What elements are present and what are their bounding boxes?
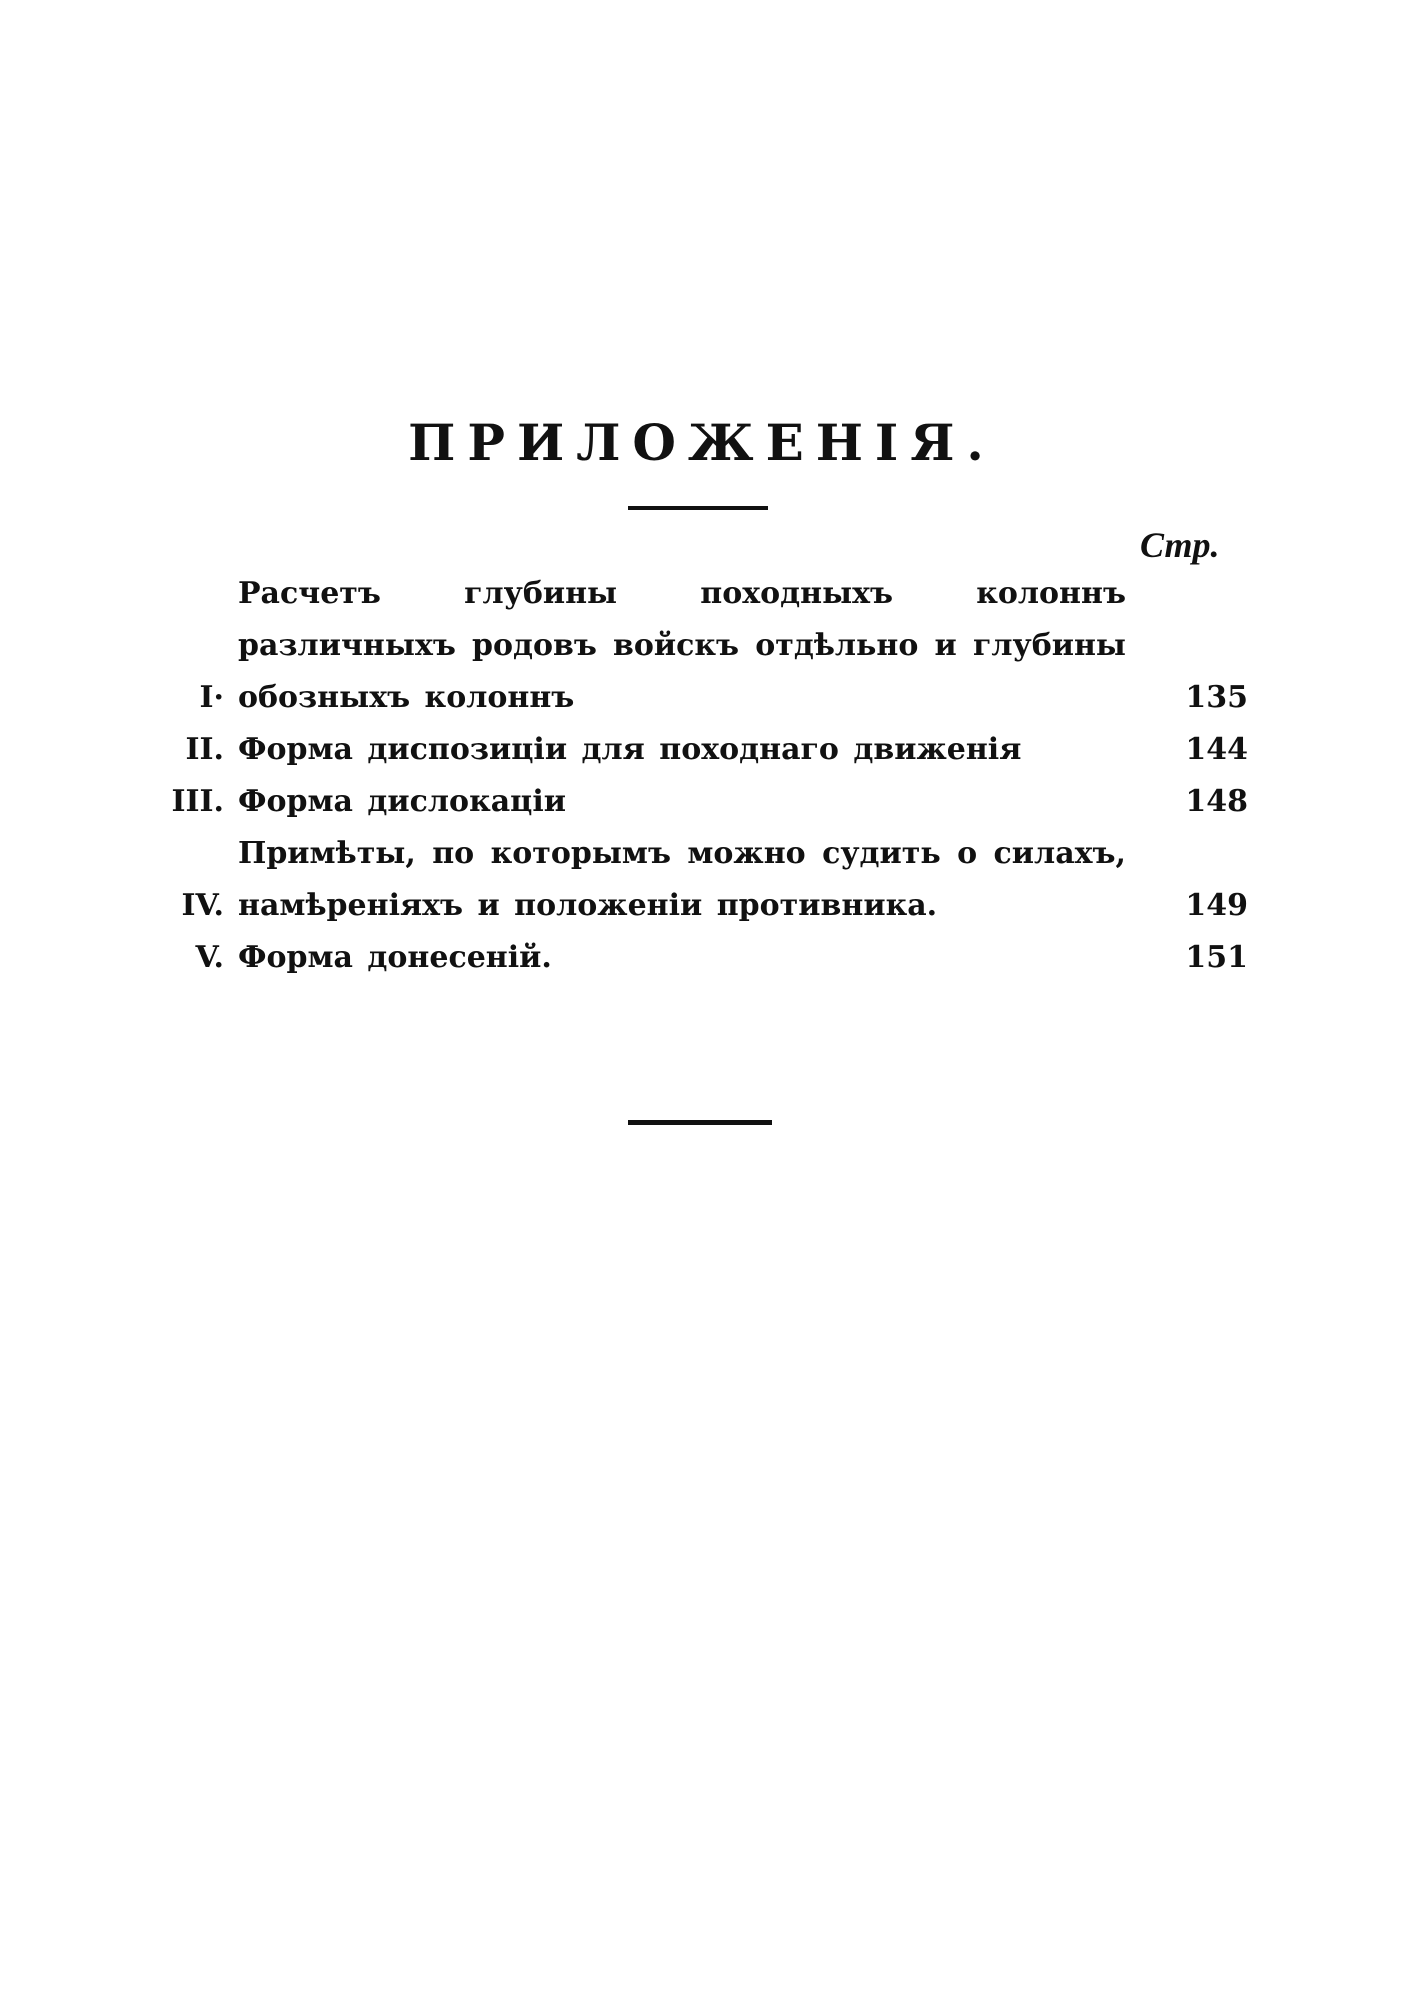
toc-entry-numeral: III. (171, 784, 224, 819)
toc-entry-page: 144 (1185, 732, 1248, 767)
toc-entry-5[interactable] (160, 932, 1248, 984)
toc-entry-page: 148 (1185, 784, 1248, 819)
toc-entry-2[interactable] (160, 724, 1248, 776)
toc-entry-title: Форма диспозиціи для походнаго движенія (238, 732, 1022, 767)
toc-entry-numeral: I· (199, 680, 224, 715)
toc-entry-page: 151 (1185, 940, 1248, 975)
end-divider (628, 1120, 772, 1125)
toc-entry-3[interactable] (160, 776, 1248, 828)
toc-entry-numeral: II. (185, 732, 224, 767)
title-divider (628, 506, 768, 510)
toc-entry-title: Форма донесеній. (238, 940, 552, 975)
toc-entry-title: Форма дислокаціи (238, 784, 566, 819)
toc-entry-title: Расчетъ глубины походныхъ колоннъ различныхъ родовъ войскъ отдѣльно и глубины обозныхъ колоннъ (238, 576, 1126, 715)
toc-entry-4[interactable] (160, 828, 1248, 932)
page-column-header: Стр. (1140, 525, 1220, 565)
toc-entry-1[interactable] (160, 568, 1248, 724)
toc-entry-page: 135 (1185, 680, 1248, 715)
toc-entry-page: 149 (1185, 888, 1248, 923)
toc-entry-title: Примѣты, по которымъ можно судить о силахъ, намѣреніяхъ и положеніи противника. (238, 836, 1126, 923)
toc-entry-numeral: V. (195, 940, 224, 975)
table-of-contents (160, 568, 1248, 984)
toc-entry-numeral: IV. (181, 888, 224, 923)
page-title: ПРИЛОЖЕНІЯ. (408, 413, 996, 472)
